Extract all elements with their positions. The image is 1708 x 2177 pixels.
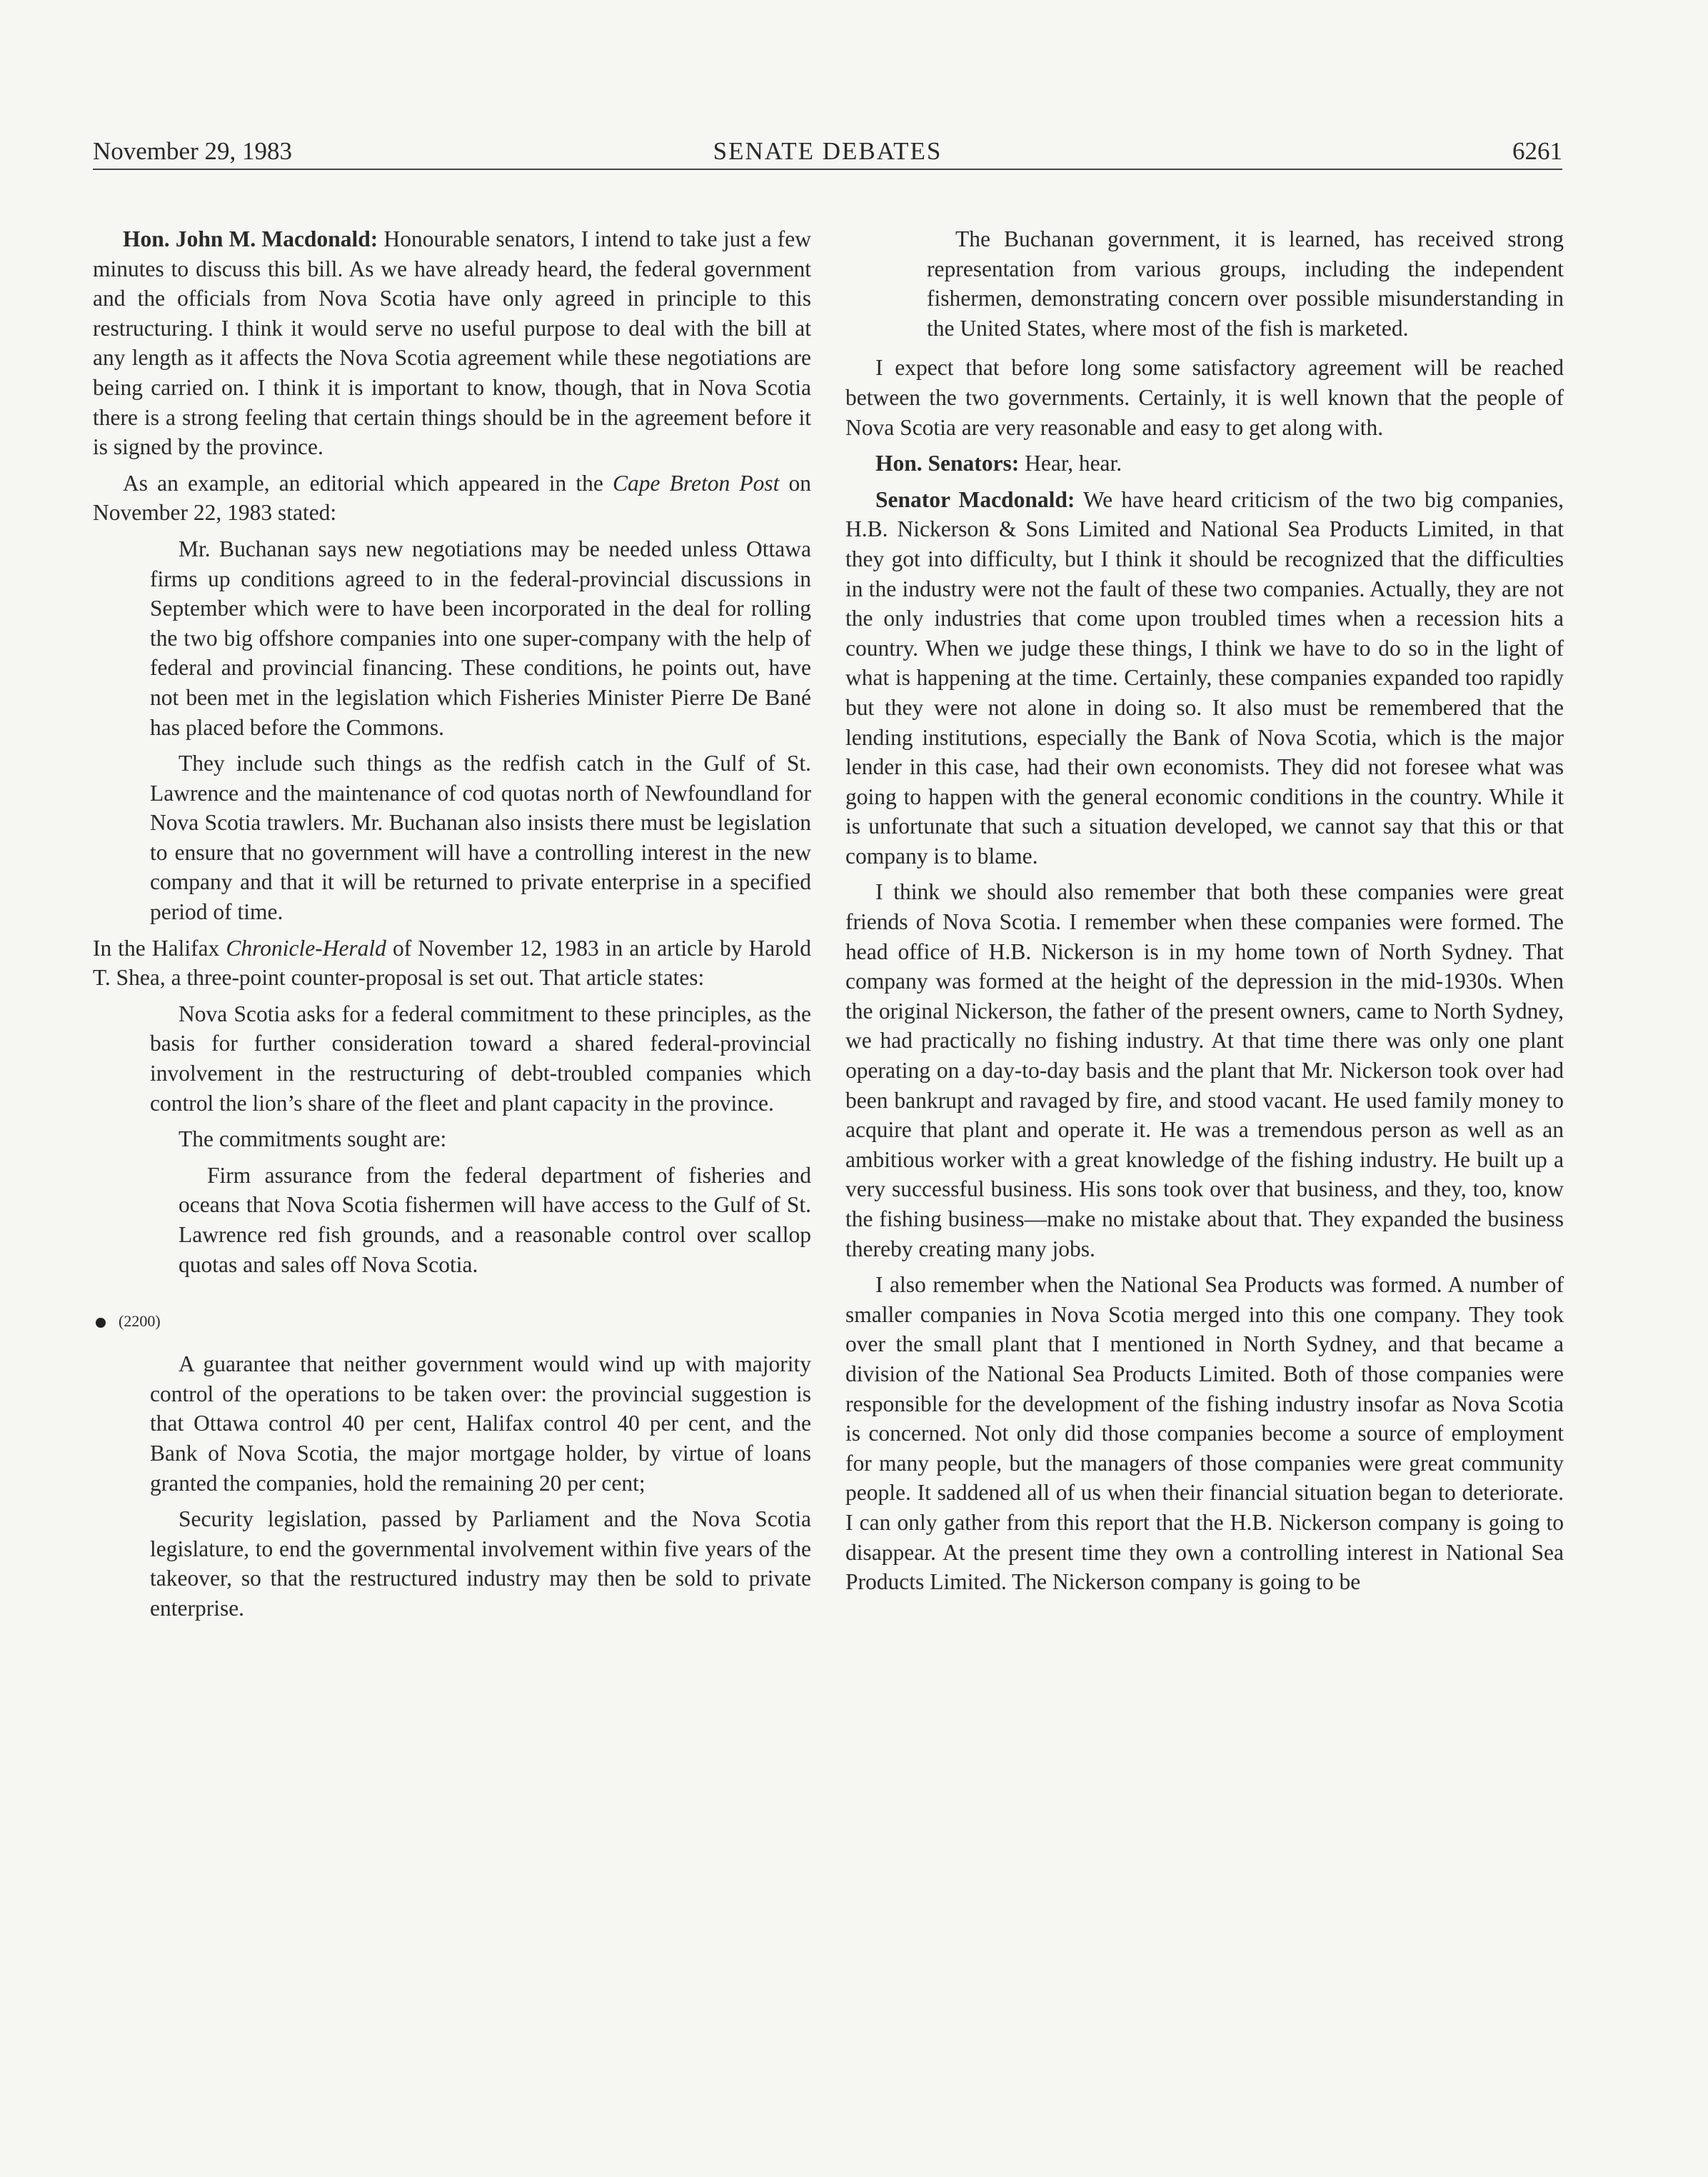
paragraph-text: Honourable senators, I intend to take just a few minutes to discuss this bill. As we have already heard, the federal government and the officials from Nova Scotia have only agreed in principle to this restructuring. I think it would serve no useful purpose to deal with the bill at any length as it affects the Nova Scotia agreement while these negotiations are being carried on. I think it is important to know, though, that in Nova Scotia there is a strong feeling that certain things should be in the agreement before it is signed by the province. (93, 226, 811, 460)
paragraph: I expect that before long some satisfactory agreement will be reached between the two governments. Certainly, it is well known that the people of Nova Scotia are very reasonable and easy to get along with. (845, 355, 1564, 440)
quotation-item (179, 1161, 811, 1279)
paragraph-text: Hear, hear. (1025, 451, 1122, 476)
paragraph (845, 449, 1564, 479)
speaker-name: Senator Macdonald: (875, 486, 1075, 512)
paragraph (93, 934, 811, 993)
paragraph (93, 224, 811, 462)
quote-paragraph: Firm assurance from the federal department of fisheries and oceans that Nova Scotia fishermen will have access to the Gulf of St. Lawrence red fish grounds, and a reasonable control over scallop quotas and sales off Nova Scotia. (179, 1162, 811, 1277)
quotation (150, 1349, 811, 1623)
paragraph-text: We have heard criticism of the two big companies, H.B. Nickerson & Sons Limited and National Sea Products Limited, in that they got into difficulty, but I think it should be recognized that the difficulties in the industry were not the fault of these two companies. Actually, they are not the only industries that come upon troubled times when a recession hits a country. When we judge these things, I think we have to do so in the light of what is happening at the time. Certainly, these companies expanded too rapidly but they were not alone in doing so. It also must be remembered that the lending institutions, especially the Bank of Nova Scotia, which is the major lender in this case, had their own economists. They did not foresee what was going to happen with the general economic conditions in the country. While it is unfortunate that such a situation developed, we cannot say that this or that company is to blame. (845, 486, 1564, 869)
header-title: SENATE DEBATES (713, 137, 943, 165)
quote-paragraph: They include such things as the redfish catch in the Gulf of St. Lawrence and the maintenance of cod quotas north of Newfoundland for Nova Scotia trawlers. Mr. Buchanan also insists there must be legislation to ensure that no government will have a controlling interest in the new company and that it will be returned to private enterprise in a specified period of time. (150, 751, 811, 925)
paragraph-text: of November 12, 1983 in an article by Harold T. Shea, a three-point counter-proposal is set out. That article states: (93, 935, 811, 991)
quote-paragraph: Security legislation, passed by Parliament and the Nova Scotia legislature, to end the governmental involvement within five years of the takeover, so that the restructured industry may then be sold to private enterprise. (150, 1506, 811, 1621)
quote-paragraph: The commitments sought are: (179, 1126, 447, 1152)
bullet-icon (96, 1318, 106, 1328)
page-number: 6261 (1512, 137, 1562, 165)
quote-paragraph: A guarantee that neither government would wind up with majority control of the operations to be taken over: the provincial suggestion is that Ottawa control 40 per cent, Halifax control 40 per cent, and the Bank of Nova Scotia, the major mortgage holder, by virtue of loans granted the companies, hold the remaining 20 per cent; (150, 1351, 811, 1496)
speaker-name: Hon. Senators: (875, 451, 1020, 476)
time-marker-label: (2200) (119, 1312, 161, 1331)
paragraph (93, 469, 811, 528)
paragraph: I also remember when the National Sea Products was formed. A number of smaller companies in Nova Scotia merged into this one company. They took over the small plant that I mentioned in North Sydney, and that became a division of the National Sea Products Limited. Both of those companies were responsible for the development of the fishing industry insofar as Nova Scotia is concerned. Not only did those companies become a source of employment for many people, but the managers of those companies were great community people. It saddened all of us when their financial situation began to deteriorate. I can only gather from this report that the H.B. Nickerson company is going to disappear. At the present time they own a controlling interest in National Sea Products Limited. The Nickerson company is going to be (845, 1272, 1564, 1595)
publication-title: Chronicle-Herald (226, 935, 386, 961)
paragraph-text: on November 22, 1983 stated: (93, 470, 811, 526)
quote-paragraph: Mr. Buchanan says new negotiations may be needed unless Ottawa firms up conditions agreed to in the federal-provincial discussions in September which were to have been incorporated in the deal for rolling the two big offshore companies into one super-company with the help of federal and provincial financing. These conditions, he points out, have not been met in the legislation which Fisheries Minister Pierre De Bané has placed before the Commons. (150, 536, 811, 740)
header-date: November 29, 1983 (93, 137, 292, 165)
quotation (150, 999, 811, 1154)
quote-paragraph: The Buchanan government, it is learned, has received strong representation from various groups, including the independent fishermen, demonstrating concern over possible misunderstanding in the United States, where most of the fish is marketed. (927, 226, 1564, 341)
quote-paragraph: Nova Scotia asks for a federal commitment to these principles, as the basis for further consideration toward a shared federal-provincial involvement in the restructuring of debt-troubled companies which control the lion’s share of the fleet and plant capacity in the province. (150, 1001, 811, 1116)
paragraph: I think we should also remember that both these companies were great friends of Nova Scotia. I remember when these companies were formed. The head office of H.B. Nickerson is in my home town of North Sydney. That company was formed at the height of the depression in the mid-1930s. When the original Nickerson, the father of the present owners, came to North Sydney, we had practically no fishing industry. At that time there was only one plant operating on a day-to-day basis and the plant that Mr. Nickerson took over had been bankrupt and ravaged by fire, and stood vacant. He used family money to acquire that plant and operate it. He was a tremendous person as well as an ambitious worker with a great knowledge of the fishing industry. He built up a very successful business. His sons took over that business, and they, too, know the fishing business—make no mistake about that. They expanded the business thereby creating many jobs. (845, 879, 1564, 1261)
paragraph-text: As an example, an editorial which appeared in the (123, 470, 613, 496)
page-header (93, 137, 1562, 170)
publication-title: Cape Breton Post (612, 470, 780, 496)
paragraph (845, 485, 1564, 871)
left-column (93, 224, 811, 1630)
right-column (845, 224, 1564, 1603)
time-marker (93, 1311, 811, 1332)
quotation (150, 534, 811, 927)
speaker-name: Hon. John M. Macdonald: (123, 226, 378, 251)
paragraph-text: In the Halifax (93, 935, 226, 961)
